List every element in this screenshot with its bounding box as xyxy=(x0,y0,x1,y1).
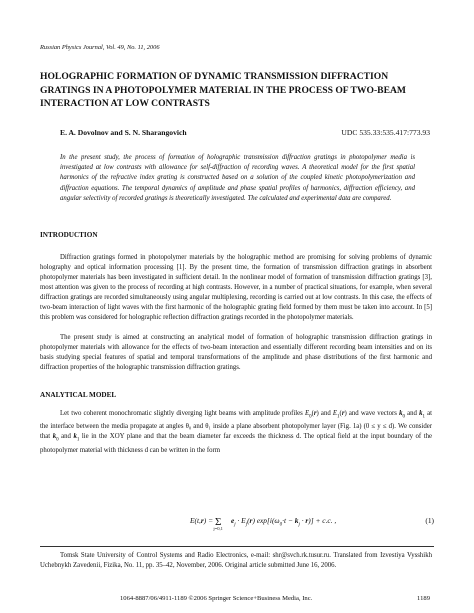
equation-body: $E(t,r) = \Sigma_{j=0,1}e_j \cdot E_j(r) \exp[i(\omega_0\cdot t - k_j \cdot r)] + c.c$. , xyxy=(190,516,337,531)
text-fragment: and xyxy=(58,433,74,441)
analytical-model-paragraph: Let two coherent monochromatic slightly diverging light beams with amplitude profiles $E_0(r)$ and $E_1(r)$ and wave vectors $k_0$ and $k_1$ at the interface between the media propagate at angles θ₀ and θ₁ inside a plane absorbent photopolymer layer (Fig. 1a) (0 ≤ y ≤ d). We consider that $k_0$ and $k_1$ lie in the XOY plane and that the beam diameter far exceeds the thickness d. The optical field at the input boundary of the photopolymer material with thickness d can be written in the form xyxy=(40,410,433,454)
equation-1 xyxy=(40,514,434,538)
introduction-paragraph-1: Diffraction gratings formed in photopolymer materials by the holographic method are promising for solving problems of dynamic holography and optical information processing [1]. By the present time, the formation of transmission diffraction gratings in absorbent photopolymer materials has been investigated in sufficient detail. In the nonlinear model of formation of transmission diffraction gratings [3], most attention was given to the process of recording at high contrasts. However, in a number of practical situations, for example, when several diffraction gratings are recorded simultaneously using angular multiplexing, recording is carried out at low contrasts. In this case, the effects of two-beam interaction of light waves with the first harmonic of the holographic grating field formed by them must be taken into account. In [5] this problem was considered for holographic reflection diffraction gratings recorded in the photopolymer materials. xyxy=(40,254,432,321)
text-fragment: lie in the XOY plane and that the beam diameter far exceeds the thickness d. The optical field at the input boundary of the photopolymer material with thickness d can be written in the form xyxy=(40,433,432,454)
footnote: Tomsk State University of Control Systems and Radio Electronics, e-mail: shr@svch.rk.tusur.ru. Translated from Izvestiya Vysshikh Uchebnykh Zavedenii, Fizika, No. 11, pp. 35–42, November, 2006. Original article submitted June 16, 2006. xyxy=(40,552,432,569)
introduction-heading: INTRODUCTION xyxy=(40,231,98,239)
subscript: 0 xyxy=(309,414,312,420)
symbol-k1: k xyxy=(419,410,423,417)
text-fragment: Let two coherent monochromatic slightly diverging light beams with amplitude profiles xyxy=(60,410,305,417)
subscript: 0 xyxy=(56,437,59,443)
text-fragment: at the interface between the media propagate at angles θ₀ and θ₁ inside a plane absorbent photopolymer layer (Fig. 1a) (0 ≤ y ≤ d). We consider that xyxy=(40,410,433,441)
text-fragment: and xyxy=(318,410,333,417)
symbol-k1: k xyxy=(73,433,77,441)
subscript: 1 xyxy=(337,414,340,420)
article-title: HOLOGRAPHIC FORMATION OF DYNAMIC TRANSMISSION DIFFRACTION GRATINGS IN A PHOTOPOLYMER MATERIAL IN THE PROCESS OF TWO-BEAM INTERACTION AT LOW CONTRASTS xyxy=(40,71,406,110)
analytical-model-heading: ANALYTICAL MODEL xyxy=(40,391,117,399)
text-fragment: and xyxy=(404,410,420,417)
udc-code: UDC 535.33:535.417:773.93 xyxy=(341,128,430,137)
abstract: In the present study, the process of formation of holographic transmission diffraction gratings in photopolymer media is investigated at low contrasts with allowance for self-diffraction of recording waves. A theoretical model for the first spatial harmonics of the refractive index grating is constructed based on a solution of the coupled kinetic photopolymerization and diffraction equations. The temporal dynamics of amplitude and phase spatial profiles of harmonics, diffraction efficiency, and angular selectivity of recorded gratings is theoretically investigated. The calculated and experimental data are compared. xyxy=(60,154,415,202)
symbol-r: r xyxy=(313,410,317,417)
equation-number: (1) xyxy=(425,516,434,525)
journal-header: Russian Physics Journal, Vol. 49, No. 11, 2006 xyxy=(40,44,160,51)
text-fragment: and wave vectors xyxy=(346,410,400,417)
symbol-r: r xyxy=(341,410,345,417)
symbol-e0: E xyxy=(304,410,310,417)
subscript: 1 xyxy=(76,437,80,443)
symbol-k0: k xyxy=(52,433,57,441)
subscript: 0 xyxy=(402,414,405,420)
copyright-line: 1064-8887/06/4911-1189 ©2006 Springer Science+Business Media, Inc. xyxy=(120,595,313,602)
article-authors: E. A. Dovolnov and S. N. Sharangovich xyxy=(60,128,187,137)
symbol-e1: E xyxy=(332,410,338,417)
subscript: 1 xyxy=(422,414,425,420)
introduction-paragraph-2: The present study is aimed at constructing an analytical model of formation of holographic transmission diffraction gratings in photopolymer materials with allowance for the effects of two-beam interaction and essentially different recording beam intensities and on its basis studying special features of spatial and temporal transformations of the amplitude and phase distributions of the first harmonic and diffraction properties of the holographic transmission diffraction gratings. xyxy=(40,334,432,371)
symbol-k0: k xyxy=(399,410,403,417)
footnote-divider xyxy=(40,546,434,547)
page-number: 1189 xyxy=(417,595,430,602)
